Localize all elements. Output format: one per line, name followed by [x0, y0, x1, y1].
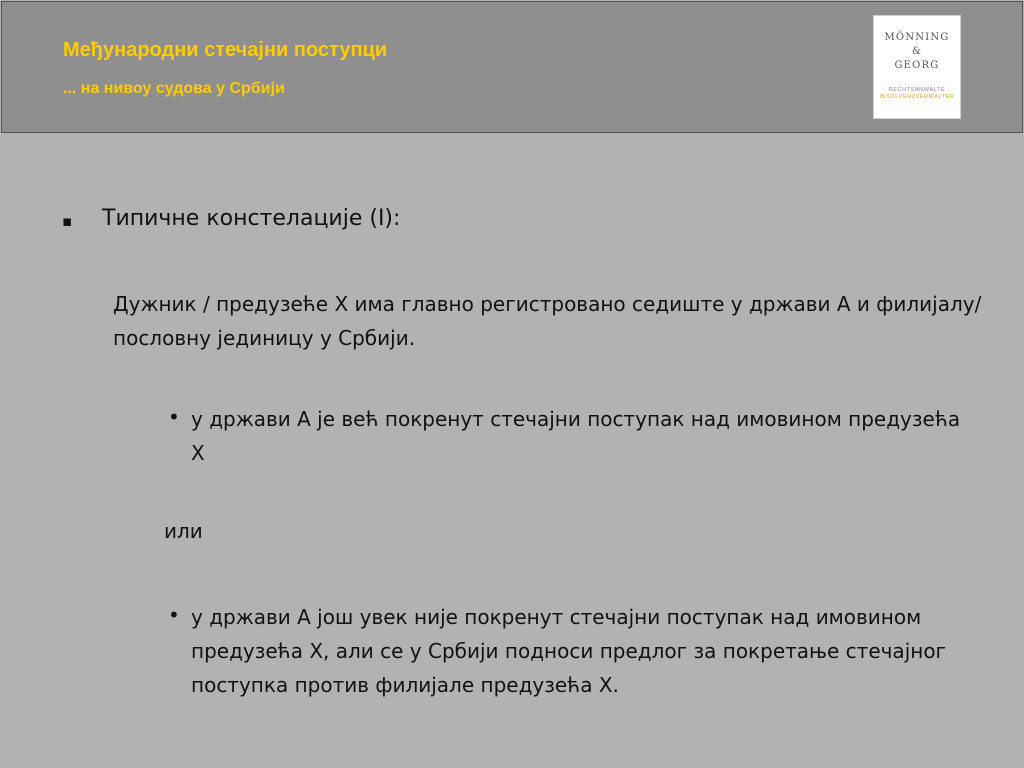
slide-title: Међународни стечајни поступци: [63, 39, 388, 61]
debtor-paragraph: Дужник / предузеће X има главно регистровано седиште у држави А и филијалу/пословну јединицу у Србији.: [113, 292, 982, 350]
sub-bullet-1-text: у држави А је већ покренут стечајни поступак над имовином предузећа X: [191, 407, 961, 465]
company-logo: [873, 15, 961, 119]
slide-subtitle: ... на нивоу судова у Србији: [63, 80, 285, 97]
slide-header: [1, 1, 1023, 133]
logo-tagline-1: RECHTSANWÄLTE: [888, 87, 946, 93]
or-text: или: [164, 519, 203, 543]
sub-bullet-2-text: у држави А још увек није покренут стечајни поступак над имовином предузећа X, али се у Србији подноси предлог за покретање стечајног поступка против филијале предузећа X.: [191, 605, 947, 697]
logo-text-line1: MÖNNING: [884, 32, 950, 43]
logo-tagline-2: INSOLVENZVERWALTER: [879, 94, 955, 100]
dot-bullet-icon: •: [168, 603, 180, 627]
logo-text-line2: &: [911, 46, 923, 57]
main-bullet-text: Типичне констелације (I):: [102, 206, 401, 231]
square-bullet-icon: ▪: [62, 212, 73, 230]
logo-text-line3: GEORG: [894, 60, 940, 71]
dot-bullet-icon: •: [168, 405, 180, 429]
